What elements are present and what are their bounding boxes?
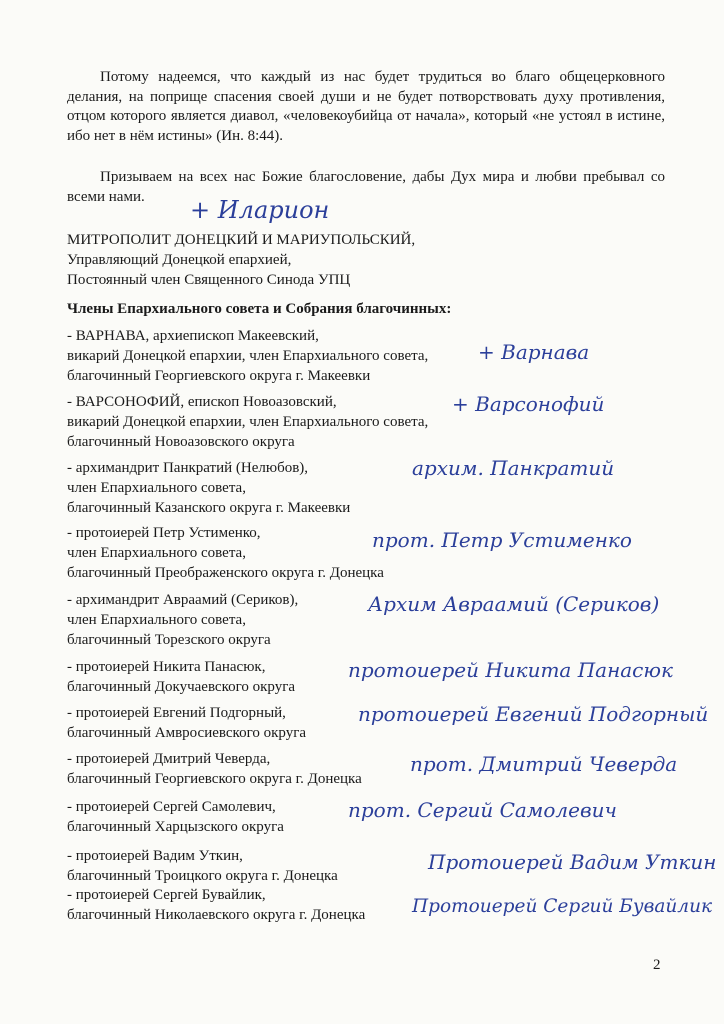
member-line: благочинный Преображенского округа г. Донецка (67, 565, 384, 581)
member-line: викарий Донецкой епархии, член Епархиального совета, (67, 414, 429, 430)
member-line: член Епархиального совета, (67, 612, 246, 628)
member-line: викарий Донецкой епархии, член Епархиального совета, (67, 348, 429, 364)
member-line: - протоиерей Петр Устименко, (67, 525, 261, 541)
member-line: благочинный Харцызского округа (67, 819, 284, 835)
member-line: - ВАРСОНОФИЙ, епископ Новоазовский, (67, 394, 337, 410)
page-number: 2 (653, 957, 661, 973)
member-entry (67, 846, 338, 886)
signature-member: + Варнава (478, 340, 590, 364)
member-entry (67, 703, 306, 743)
member-entry (67, 523, 384, 583)
member-entry (67, 590, 298, 650)
member-entry (67, 657, 295, 697)
member-line: - архимандрит Панкратий (Нелюбов), (67, 460, 309, 476)
member-line: - протоиерей Сергей Самолевич, (67, 799, 276, 815)
metropolitan-role: Управляющий Донецкой епархией, (67, 252, 292, 268)
signature-member: прот. Дмитрий Чеверда (410, 752, 678, 776)
member-line: член Епархиального совета, (67, 480, 246, 496)
metropolitan-synod: Постоянный член Священного Синода УПЦ (67, 272, 351, 288)
member-line: - архимандрит Авраамий (Сериков), (67, 592, 299, 608)
member-line: благочинный Троицкого округа г. Донецка (67, 868, 338, 884)
member-entry (67, 885, 365, 925)
signature-member: архим. Панкратий (412, 456, 615, 480)
signature-member: + Варсонофий (452, 392, 605, 416)
paragraph-hope: Потому надеемся, что каждый из нас будет трудиться во благо общецерковного делания, на поприще спасения своей души и не будет потворствовать духу противления, отцом которого является диавол, «человекоубийца от начала», который «не устоял в истине, ибо нет в нём истины» (Ин. 8:44). (67, 69, 665, 144)
signature-member: Архим Авраамий (Сериков) (368, 592, 660, 616)
signature-member: протоиерей Никита Панасюк (348, 658, 673, 682)
member-entry (67, 797, 284, 837)
signature-member: прот. Сергий Самолевич (348, 798, 617, 822)
member-line: благочинный Николаевского округа г. Донецка (67, 907, 366, 923)
member-entry (67, 326, 428, 386)
member-entry (67, 392, 428, 452)
metropolitan-title-block (67, 230, 415, 290)
member-line: благочинный Георгиевского округа г. Донецка (67, 771, 362, 787)
member-line: член Епархиального совета, (67, 545, 246, 561)
member-line: благочинный Казанского округа г. Макеевки (67, 500, 351, 516)
member-line: - протоиерей Сергей Бувайлик, (67, 887, 266, 903)
metropolitan-title: МИТРОПОЛИТ ДОНЕЦКИЙ И МАРИУПОЛЬСКИЙ, (67, 232, 416, 248)
member-line: благочинный Торезского округа (67, 632, 271, 648)
member-line: - протоиерей Никита Панасюк, (67, 659, 266, 675)
member-line: - ВАРНАВА, архиепископ Макеевский, (67, 328, 319, 344)
paragraph-blessing: Призываем на всех нас Божие благословение, дабы Дух мира и любви пребывал со всеми нами. (67, 169, 665, 205)
signature-member: Протоиерей Сергий Бувайлик (412, 896, 713, 917)
member-line: благочинный Амвросиевского округа (67, 725, 307, 741)
signature-metropolitan: + Иларион (190, 196, 330, 224)
signature-member: Протоиерей Вадим Уткин (428, 850, 717, 874)
signature-member: протоиерей Евгений Подгорный (358, 702, 709, 726)
member-line: - протоиерей Дмитрий Чеверда, (67, 751, 271, 767)
member-entry (67, 458, 350, 518)
member-line: благочинный Новоазовского округа (67, 434, 295, 450)
member-entry (67, 749, 362, 789)
signature-member: прот. Петр Устименко (372, 528, 632, 552)
member-line: благочинный Георгиевского округа г. Макеевки (67, 368, 371, 384)
member-line: благочинный Докучаевского округа (67, 679, 296, 695)
member-line: - протоиерей Евгений Подгорный, (67, 705, 286, 721)
members-heading: Члены Епархиального совета и Собрания благочинных: (67, 301, 452, 317)
member-line: - протоиерей Вадим Уткин, (67, 848, 243, 864)
